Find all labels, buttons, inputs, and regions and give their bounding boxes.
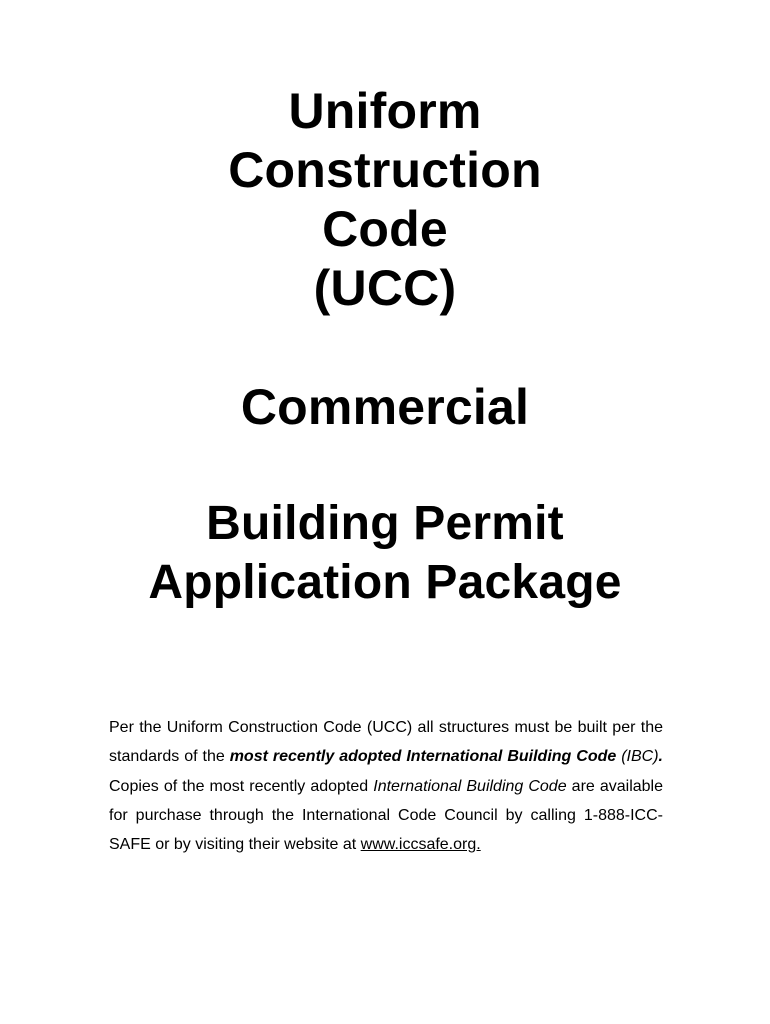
document-subtitle: [0, 378, 770, 437]
intro-paragraph: [109, 713, 663, 859]
title-line-4: (UCC): [313, 260, 457, 316]
intro-ibc-title: International Building Code: [373, 777, 567, 795]
heading-line-2: Application Package: [148, 556, 622, 609]
document-heading: [0, 494, 770, 612]
intro-text-1: Per the Uniform Construction Code (UCC) all structures must be built per the standards of the: [109, 719, 663, 766]
title-line-3: Code: [322, 201, 448, 257]
intro-ibc-abbrev: (IBC): [621, 748, 659, 766]
heading-line-1: Building Permit: [206, 497, 564, 550]
title-line-2: Construction: [228, 142, 542, 198]
subtitle-text: Commercial: [240, 379, 530, 435]
intro-text-3: are available for purchase through the International Code Council by calling 1-888-ICC-SAFE or by visiting their website at: [109, 777, 663, 854]
intro-emphasis-ibc: most recently adopted International Building Code: [229, 748, 617, 766]
intro-text-2: Copies of the most recently adopted: [109, 777, 374, 795]
title-line-1: Uniform: [288, 83, 482, 139]
document-title: [0, 82, 770, 318]
iccsafe-link[interactable]: www.iccsafe.org.: [360, 836, 481, 854]
intro-period: .: [658, 748, 663, 766]
